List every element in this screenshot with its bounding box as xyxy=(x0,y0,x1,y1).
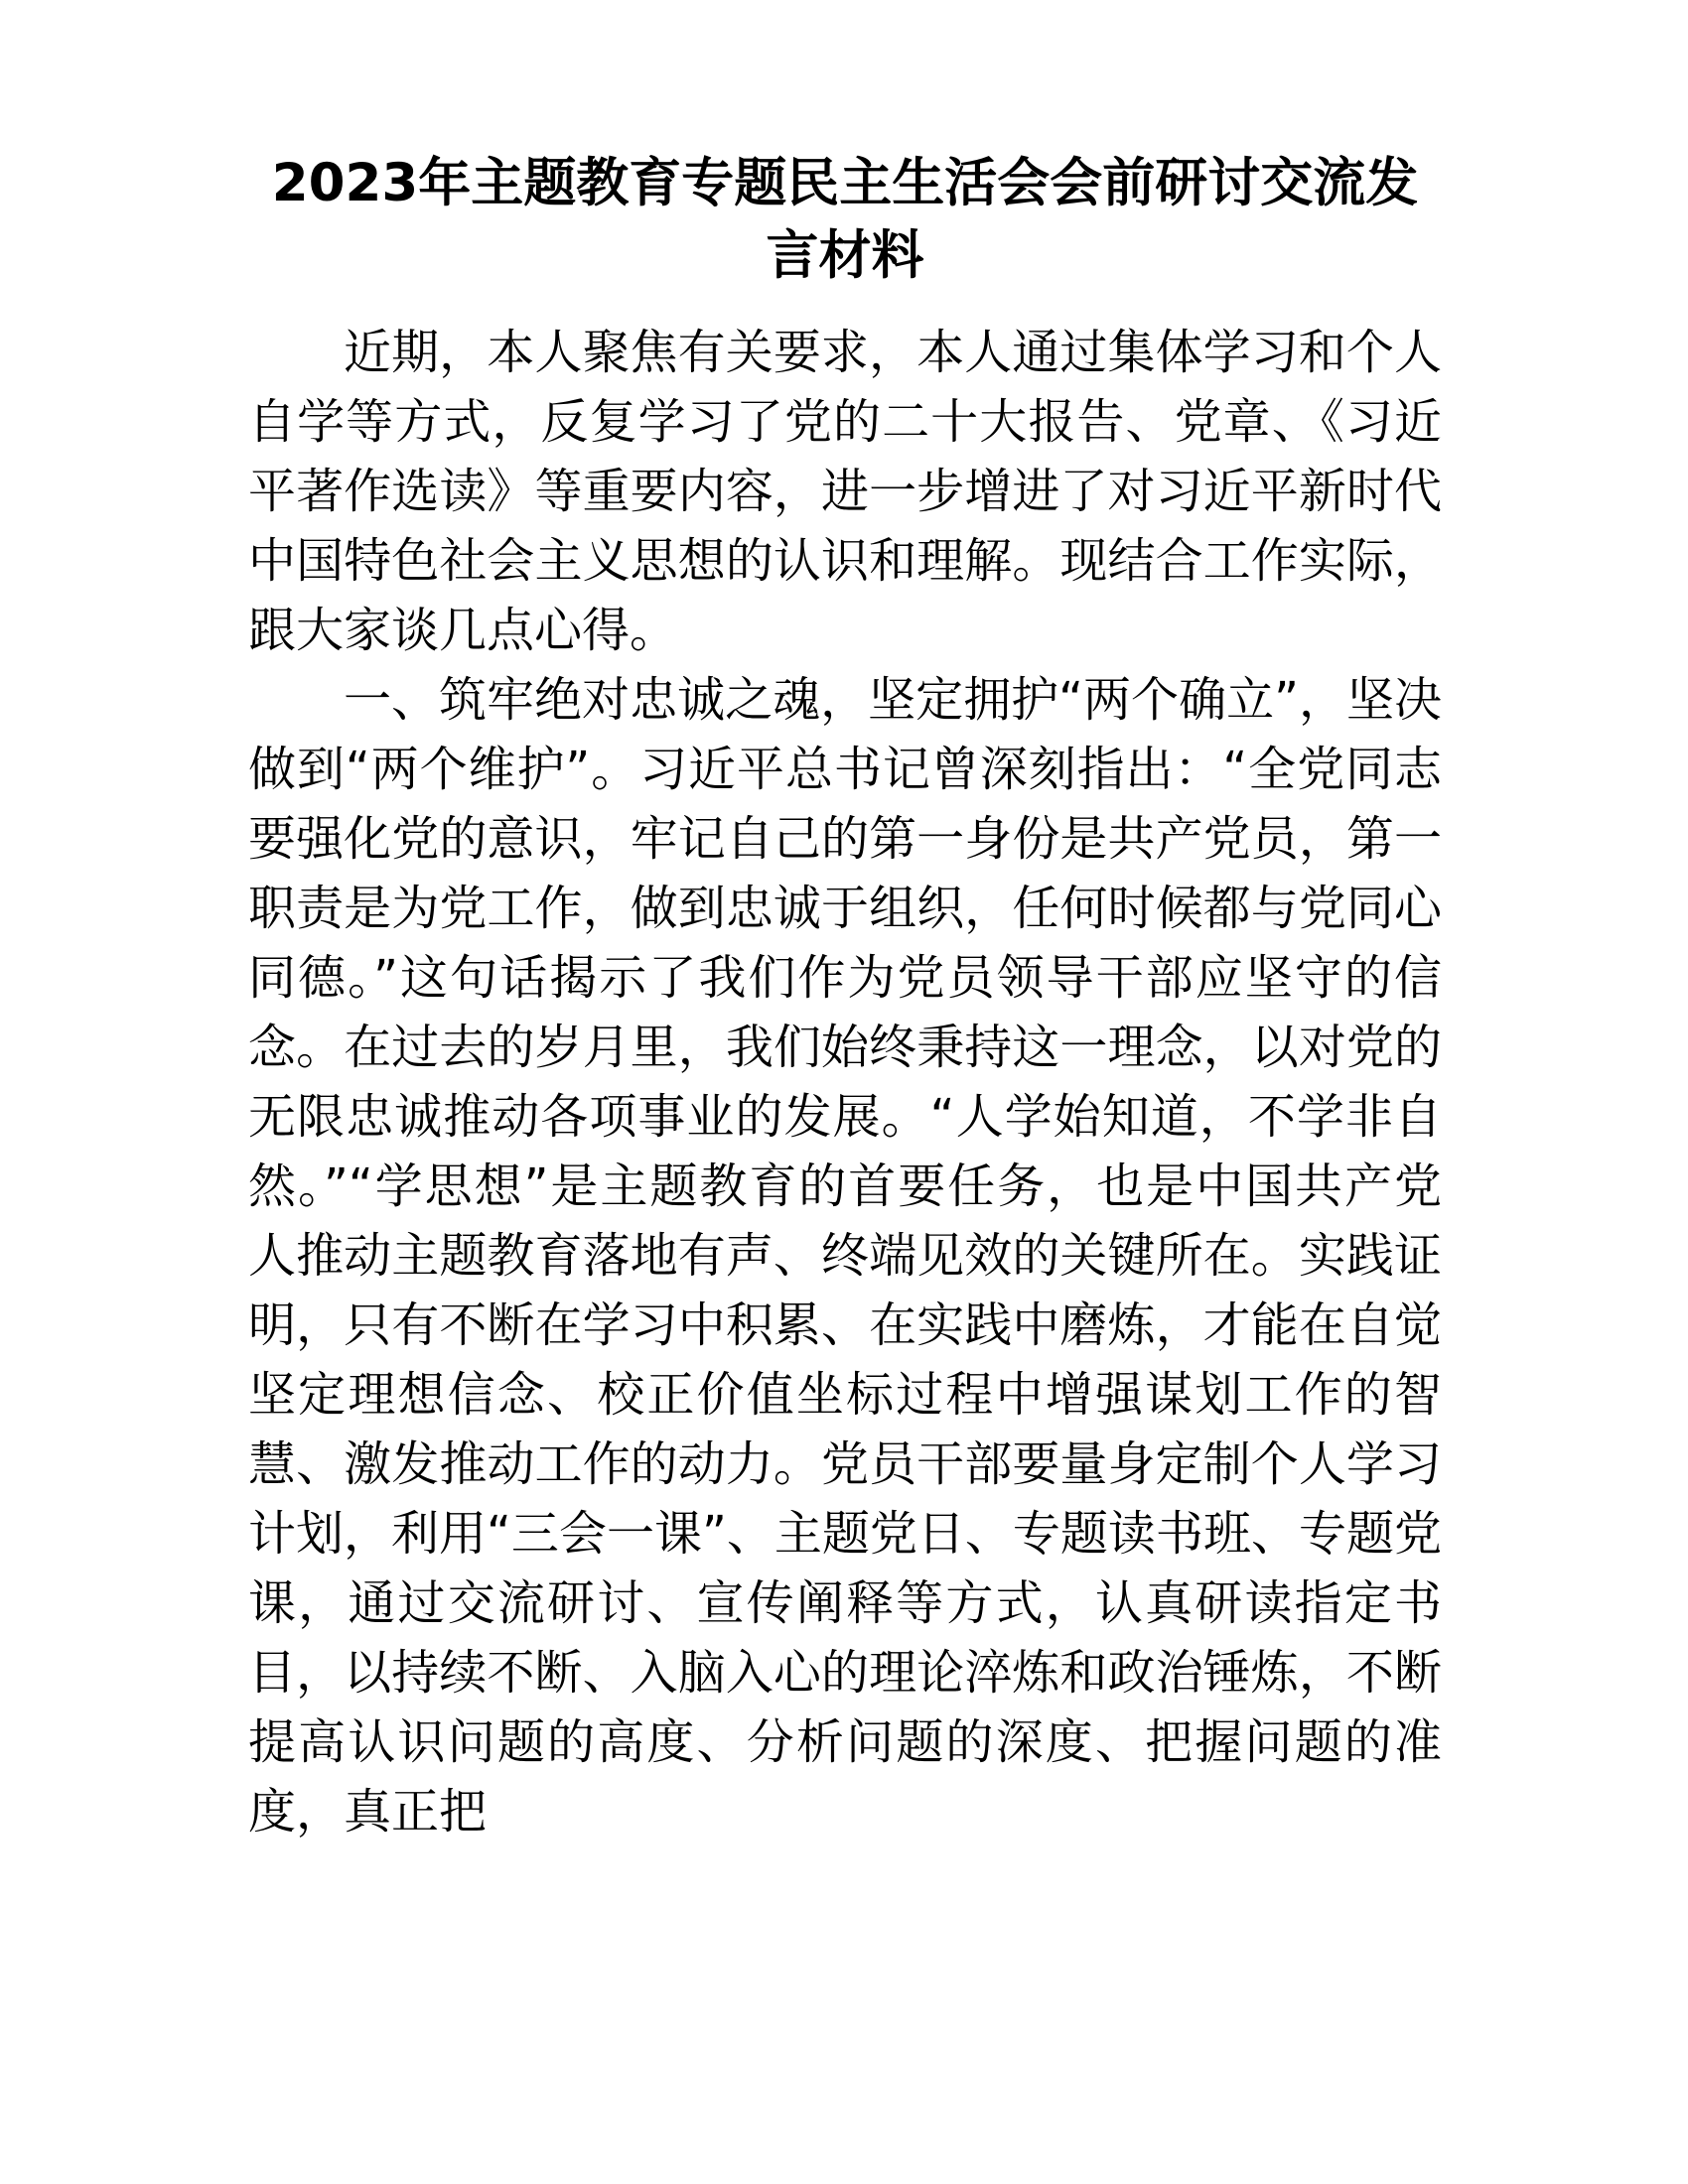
document-body xyxy=(248,0,1442,1846)
paragraph-section-one: 一、筑牢绝对忠诚之魂，坚定拥护“两个确立”，坚决做到“两个维护”。习近平总书记曾深刻指出：“全党同志要强化党的意识，牢记自己的第一身份是共产党员，第一职责是为党工作，做到忠诚于组织，任何时候都与党同心同德。”这句话揭示了我们作为党员领导干部应坚守的信念。在过去的岁月里，我们始终秉持这一理念，以对党的无限忠诚推动各项事业的发展。“人学始知道，不学非自然。”“学思想”是主题教育的首要任务，也是中国共产党人推动主题教育落地有声、终端见效的关键所在。实践证明，只有不断在学习中积累、在实践中磨炼，才能在自觉坚定理想信念、校正价值坐标过程中增强谋划工作的智慧、激发推动工作的动力。党员干部要量身定制个人学习计划，利用“三会一课”、主题党日、专题读书班、专题党课，通过交流研讨、宣传阐释等方式，认真研读指定书目，以持续不断、入脑入心的理论淬炼和政治锤炼，不断提高认识问题的高度、分析问题的深度、把握问题的准度，真正把 xyxy=(248,672,1442,1840)
document-title: 2023年主题教育专题民主生活会会前研讨交流发言材料 xyxy=(271,153,1419,286)
paragraph-intro: 近期，本人聚焦有关要求，本人通过集体学习和个人自学等方式，反复学习了党的二十大报告、党章、《习近平著作选读》等重要内容，进一步增进了对习近平新时代中国特色社会主义思想的认识和理解。现结合工作实际，跟大家谈几点心得。 xyxy=(248,325,1442,658)
